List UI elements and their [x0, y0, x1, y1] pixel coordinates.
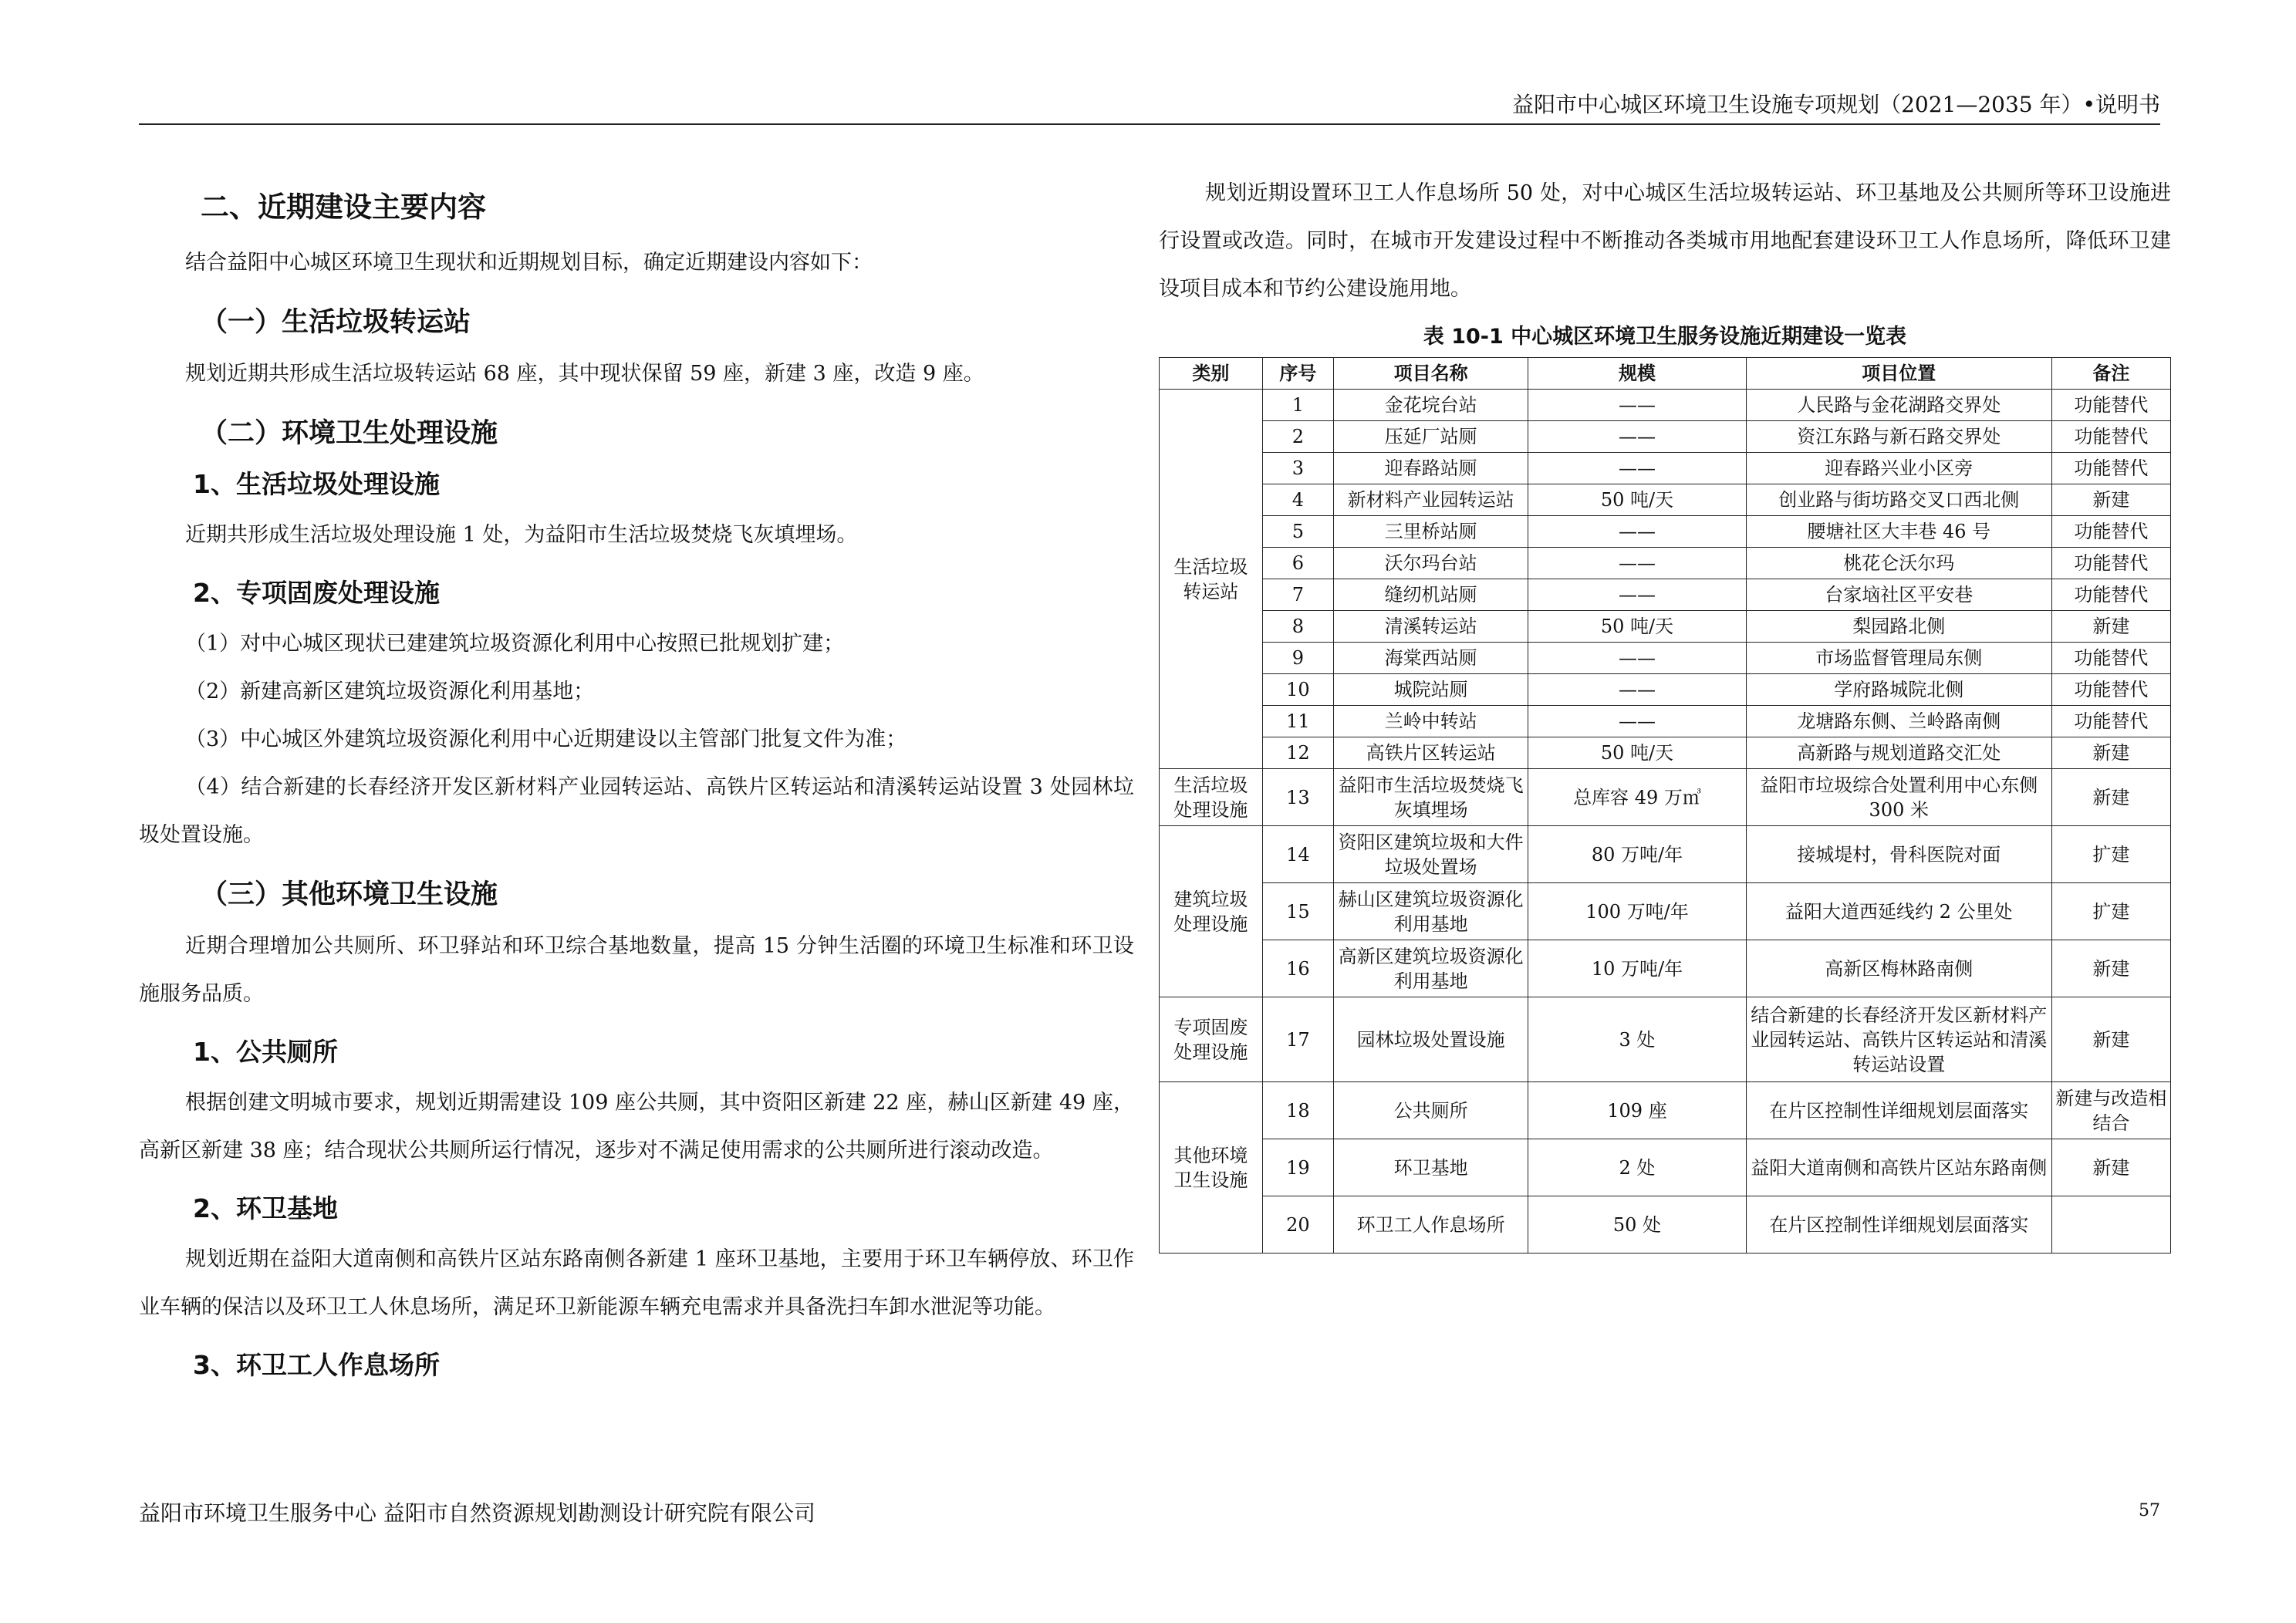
category-cell: 生活垃圾转运站 — [1160, 390, 1263, 769]
column-header: 备注 — [2051, 358, 2170, 390]
table-cell: 益阳市生活垃圾焚烧飞灰填埋场 — [1334, 769, 1528, 826]
column-header: 项目名称 — [1334, 358, 1528, 390]
table-row — [1160, 826, 2171, 883]
column-header: 类别 — [1160, 358, 1263, 390]
table-cell: 8 — [1262, 611, 1334, 643]
table-cell: —— — [1528, 643, 1747, 674]
table-cell: 在片区控制性详细规划层面落实 — [1746, 1196, 2051, 1254]
table-cell: 2 — [1262, 421, 1334, 453]
subsection-heading-3: （三）其他环境卫生设施 — [201, 879, 498, 910]
table-cell: 11 — [1262, 706, 1334, 737]
table-cell: —— — [1528, 706, 1747, 737]
paragraph: 根据创建文明城市要求，规划近期需建设 109 座公共厕，其中资阳区新建 22 座，赫山区新建 49 座，高新区新建 38 座；结合现状公共厕所运行情况，逐步对不满足使用需求的公共厕所进行滚动改造。 — [139, 1091, 1134, 1162]
table-row — [1160, 1196, 2171, 1254]
table-cell: 环卫工人作息场所 — [1334, 1196, 1528, 1254]
table-cell: 腰塘社区大丰巷 46 号 — [1746, 516, 2051, 548]
subsection-heading-2: （二）环境卫生处理设施 — [201, 418, 498, 449]
table-cell: 高新路与规划道路交汇处 — [1746, 737, 2051, 769]
table-cell: 新建 — [2051, 737, 2170, 769]
facilities-table — [1159, 357, 2171, 1254]
section-heading: 二、近期建设主要内容 — [201, 191, 486, 224]
table-cell: 新建 — [2051, 1139, 2170, 1196]
table-row — [1160, 390, 2171, 421]
table-cell: 新建 — [2051, 611, 2170, 643]
column-header: 序号 — [1262, 358, 1334, 390]
table-cell: 19 — [1262, 1139, 1334, 1196]
table-cell: 50 吨/天 — [1528, 611, 1747, 643]
table-cell: 功能替代 — [2051, 674, 2170, 706]
table-cell: 9 — [1262, 643, 1334, 674]
table-cell: 扩建 — [2051, 883, 2170, 940]
table-cell: 龙塘路东侧、兰岭路南侧 — [1746, 706, 2051, 737]
table-row — [1160, 453, 2171, 484]
table-cell: 高铁片区转运站 — [1334, 737, 1528, 769]
column-header: 规模 — [1528, 358, 1747, 390]
table-cell: 结合新建的长春经济开发区新材料产业园转运站、高铁片区转运站和清溪转运站设置 — [1746, 997, 2051, 1082]
right-column — [1159, 170, 2171, 1254]
table-cell: 109 座 — [1528, 1082, 1747, 1139]
table-cell: 公共厕所 — [1334, 1082, 1528, 1139]
table-cell: —— — [1528, 674, 1747, 706]
table-cell: 新建 — [2051, 769, 2170, 826]
table-cell: 沃尔玛台站 — [1334, 548, 1528, 579]
left-column — [139, 170, 1134, 1392]
table-cell: 功能替代 — [2051, 579, 2170, 611]
table-cell: 功能替代 — [2051, 421, 2170, 453]
item-heading: 3、环卫工人作息场所 — [193, 1350, 440, 1380]
table-row — [1160, 883, 2171, 940]
table-cell: 新材料产业园转运站 — [1334, 484, 1528, 516]
table-title: 表 10-1 中心城区环境卫生服务设施近期建设一览表 — [1423, 325, 1907, 349]
table-cell: 海棠西站厕 — [1334, 643, 1528, 674]
table-cell: 3 — [1262, 453, 1334, 484]
list-item: （3）中心城区外建筑垃圾资源化利用中心近期建设以主管部门批复文件为准； — [185, 727, 907, 751]
item-heading: 1、公共厕所 — [193, 1037, 338, 1067]
table-cell: 2 处 — [1528, 1139, 1747, 1196]
table-cell: 80 万吨/年 — [1528, 826, 1747, 883]
table-cell: 3 处 — [1528, 997, 1747, 1082]
table-cell: 接城堤村，骨科医院对面 — [1746, 826, 2051, 883]
table-row — [1160, 769, 2171, 826]
table-cell: —— — [1528, 579, 1747, 611]
table-row — [1160, 737, 2171, 769]
paragraph: 规划近期在益阳大道南侧和高铁片区站东路南侧各新建 1 座环卫基地，主要用于环卫车辆停放、环卫作业车辆的保洁以及环卫工人休息场所，满足环卫新能源车辆充电需求并具备洗扫车卸水泄泥等功能。 — [139, 1247, 1134, 1319]
table-cell: 14 — [1262, 826, 1334, 883]
table-row — [1160, 997, 2171, 1082]
table-cell: 扩建 — [2051, 826, 2170, 883]
paragraph: 规划近期共形成生活垃圾转运站 68 座，其中现状保留 59 座，新建 3 座，改造 9 座。 — [185, 362, 984, 386]
table-cell: 高新区建筑垃圾资源化利用基地 — [1334, 940, 1528, 997]
item-heading: 1、生活垃圾处理设施 — [193, 469, 440, 499]
table-cell: 缝纫机站厕 — [1334, 579, 1528, 611]
table-row — [1160, 940, 2171, 997]
table-cell: 18 — [1262, 1082, 1334, 1139]
table-cell: 新建 — [2051, 997, 2170, 1082]
table-cell: —— — [1528, 548, 1747, 579]
table-cell: 功能替代 — [2051, 453, 2170, 484]
table-cell — [2051, 1196, 2170, 1254]
table-cell: 在片区控制性详细规划层面落实 — [1746, 1082, 2051, 1139]
table-cell: 城院站厕 — [1334, 674, 1528, 706]
table-cell: 10 万吨/年 — [1528, 940, 1747, 997]
list-item: （1）对中心城区现状已建建筑垃圾资源化利用中心按照已批规划扩建； — [185, 632, 845, 656]
table-cell: 赫山区建筑垃圾资源化利用基地 — [1334, 883, 1528, 940]
table-row — [1160, 1139, 2171, 1196]
table-row — [1160, 484, 2171, 516]
table-row — [1160, 1082, 2171, 1139]
table-cell: 益阳市垃圾综合处置利用中心东侧 300 米 — [1746, 769, 2051, 826]
list-item: （2）新建高新区建筑垃圾资源化利用基地； — [185, 680, 595, 704]
table-cell: 4 — [1262, 484, 1334, 516]
table-cell: 15 — [1262, 883, 1334, 940]
table-cell: 1 — [1262, 390, 1334, 421]
table-cell: —— — [1528, 421, 1747, 453]
table-cell: 兰岭中转站 — [1334, 706, 1528, 737]
table-row — [1160, 643, 2171, 674]
subsection-heading-1: （一）生活垃圾转运站 — [201, 307, 471, 338]
table-cell: 功能替代 — [2051, 516, 2170, 548]
table-cell: 50 吨/天 — [1528, 484, 1747, 516]
table-cell: 功能替代 — [2051, 706, 2170, 737]
table-row — [1160, 548, 2171, 579]
table-header-row — [1160, 358, 2171, 390]
intro-paragraph: 结合益阳中心城区环境卫生现状和近期规划目标，确定近期建设内容如下： — [185, 251, 873, 275]
table-cell: 清溪转运站 — [1334, 611, 1528, 643]
table-row — [1160, 706, 2171, 737]
table-cell: 17 — [1262, 997, 1334, 1082]
paragraph: 近期共形成生活垃圾处理设施 1 处，为益阳市生活垃圾焚烧飞灰填埋场。 — [185, 523, 858, 547]
table-cell: 总库容 49 万㎥ — [1528, 769, 1747, 826]
table-cell: —— — [1528, 453, 1747, 484]
table-cell: 资江东路与新石路交界处 — [1746, 421, 2051, 453]
table-cell: 桃花仑沃尔玛 — [1746, 548, 2051, 579]
category-cell: 建筑垃圾处理设施 — [1160, 826, 1263, 997]
table-cell: 50 处 — [1528, 1196, 1747, 1254]
item-heading: 2、专项固废处理设施 — [193, 578, 440, 608]
table-cell: 新建 — [2051, 484, 2170, 516]
table-row — [1160, 674, 2171, 706]
table-cell: 5 — [1262, 516, 1334, 548]
table-cell: 功能替代 — [2051, 643, 2170, 674]
table-row — [1160, 516, 2171, 548]
paragraph: 规划近期设置环卫工人作息场所 50 处，对中心城区生活垃圾转运站、环卫基地及公共厕所等环卫设施进行设置或改造。同时，在城市开发建设过程中不断推动各类城市用地配套建设环卫工人作息场所，降低环卫建设项目成本和节约公建设施用地。 — [1159, 181, 2171, 301]
table-cell: 益阳大道南侧和高铁片区站东路南侧 — [1746, 1139, 2051, 1196]
table-cell: 台家垴社区平安巷 — [1746, 579, 2051, 611]
table-cell: 7 — [1262, 579, 1334, 611]
table-cell: 学府路城院北侧 — [1746, 674, 2051, 706]
column-header: 项目位置 — [1746, 358, 2051, 390]
table-cell: 13 — [1262, 769, 1334, 826]
table-cell: 人民路与金花湖路交界处 — [1746, 390, 2051, 421]
table-cell: 创业路与街坊路交叉口西北侧 — [1746, 484, 2051, 516]
list-item: （4）结合新建的长春经济开发区新材料产业园转运站、高铁片区转运站和清溪转运站设置 3 处园林垃圾处置设施。 — [139, 775, 1134, 847]
table-cell: 压延厂站厕 — [1334, 421, 1528, 453]
paragraph: 近期合理增加公共厕所、环卫驿站和环卫综合基地数量，提高 15 分钟生活圈的环境卫生标准和环卫设施服务品质。 — [139, 934, 1134, 1006]
table-cell: 资阳区建筑垃圾和大件垃圾处置场 — [1334, 826, 1528, 883]
table-cell: —— — [1528, 390, 1747, 421]
table-cell: 三里桥站厕 — [1334, 516, 1528, 548]
table-cell: 新建 — [2051, 940, 2170, 997]
table-cell: 益阳大道西延线约 2 公里处 — [1746, 883, 2051, 940]
table-cell: 新建与改造相结合 — [2051, 1082, 2170, 1139]
table-cell: 6 — [1262, 548, 1334, 579]
table-cell: 高新区梅林路南侧 — [1746, 940, 2051, 997]
table-cell: 梨园路北侧 — [1746, 611, 2051, 643]
footer-organizations: 益阳市环境卫生服务中心 益阳市自然资源规划勘测设计研究院有限公司 — [139, 1500, 815, 1526]
table-cell: 市场监督管理局东侧 — [1746, 643, 2051, 674]
table-cell: 金花垸台站 — [1334, 390, 1528, 421]
category-cell: 其他环境卫生设施 — [1160, 1082, 1263, 1254]
page-header — [139, 83, 2160, 125]
category-cell: 专项固废处理设施 — [1160, 997, 1263, 1082]
table-row — [1160, 611, 2171, 643]
table-cell: 功能替代 — [2051, 390, 2170, 421]
table-cell: 园林垃圾处置设施 — [1334, 997, 1528, 1082]
table-row — [1160, 421, 2171, 453]
table-row — [1160, 579, 2171, 611]
table-cell: 迎春路兴业小区旁 — [1746, 453, 2051, 484]
table-cell: 迎春路站厕 — [1334, 453, 1528, 484]
category-cell: 生活垃圾处理设施 — [1160, 769, 1263, 826]
table-cell: —— — [1528, 516, 1747, 548]
table-cell: 功能替代 — [2051, 548, 2170, 579]
table-cell: 100 万吨/年 — [1528, 883, 1747, 940]
table-cell: 50 吨/天 — [1528, 737, 1747, 769]
table-cell: 10 — [1262, 674, 1334, 706]
item-heading: 2、环卫基地 — [193, 1193, 338, 1223]
table-cell: 环卫基地 — [1334, 1139, 1528, 1196]
table-cell: 12 — [1262, 737, 1334, 769]
header-title: 益阳市中心城区环境卫生设施专项规划（2021—2035 年）•说明书 — [1512, 92, 2160, 117]
table-cell: 20 — [1262, 1196, 1334, 1254]
page-number: 57 — [2139, 1501, 2160, 1520]
table-cell: 16 — [1262, 940, 1334, 997]
